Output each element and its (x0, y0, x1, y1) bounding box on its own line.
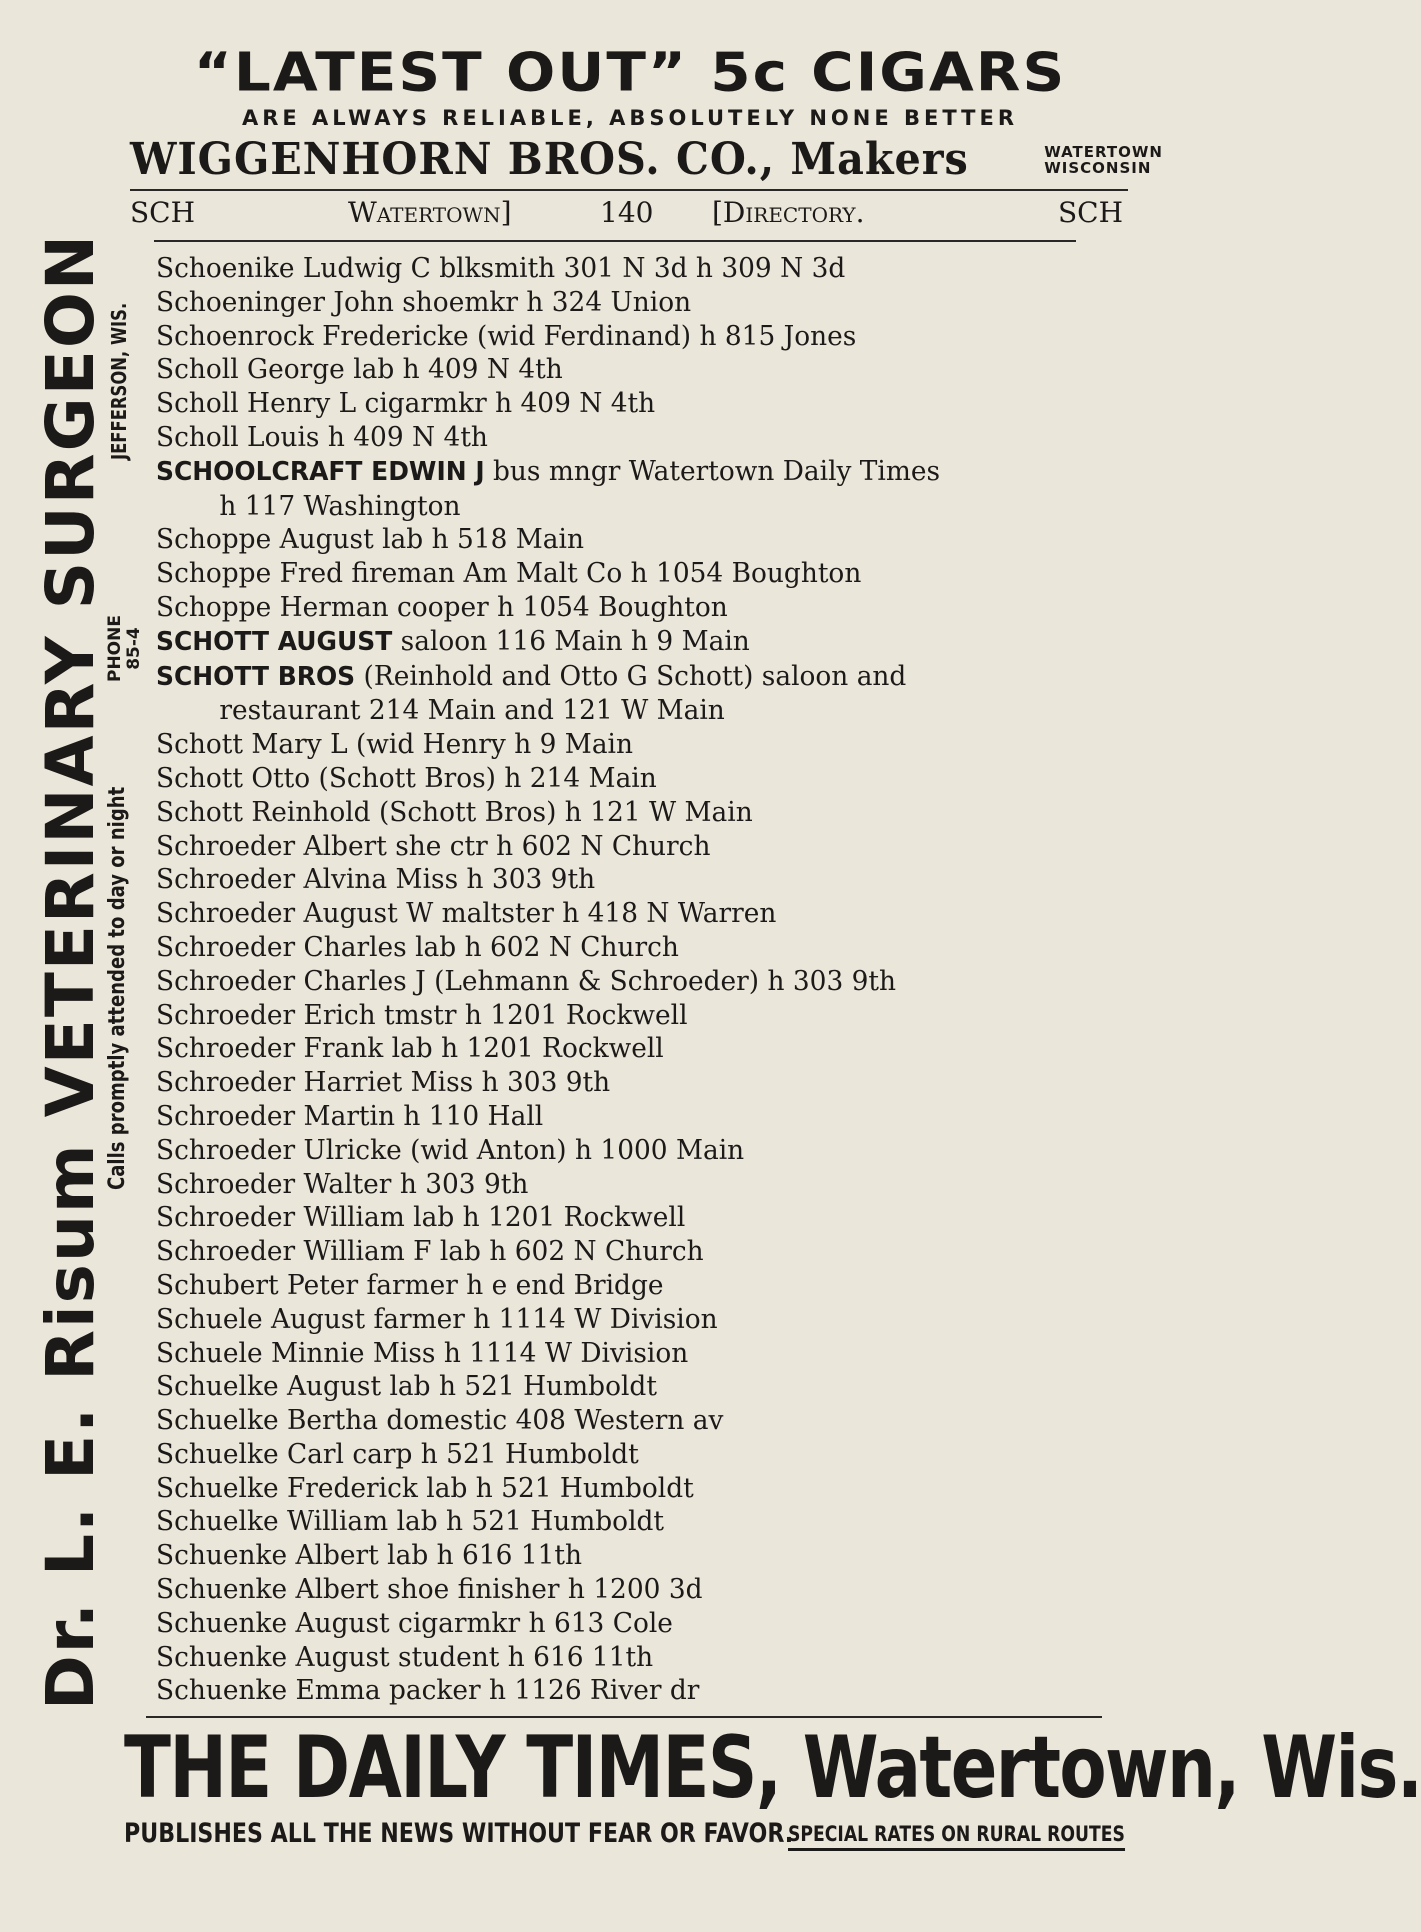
directory-entry (156, 965, 1078, 999)
entry-text: Schroeder William F lab h 602 N Church (156, 1235, 704, 1268)
entry-text: Schuele Minnie Miss h 1114 W Division (156, 1336, 689, 1369)
directory-entry (156, 1100, 1078, 1134)
directory-entry (156, 591, 1078, 625)
directory-entry (156, 1438, 1078, 1472)
directory-entry (156, 796, 1078, 830)
entry-text: Schoppe August lab h 518 Main (156, 523, 584, 556)
page-number: 140 (600, 196, 654, 229)
directory-entry (156, 1472, 1078, 1506)
entry-text: Schuelke Bertha domestic 408 Western av (156, 1404, 724, 1437)
ad-makers: WIGGENHORN BROS. CO., Makers (130, 134, 969, 185)
entry-text: Schuelke William lab h 521 Humboldt (156, 1505, 665, 1538)
directory-entry (156, 421, 1078, 455)
directory-entry (156, 1235, 1078, 1269)
directory-entry-continuation (156, 694, 1078, 728)
directory-entry (156, 863, 1078, 897)
header-top-rule (130, 189, 1128, 191)
directory-entry (156, 286, 1078, 320)
entry-bold-name: SCHOTT AUGUST (156, 626, 393, 657)
entry-text: Schroeder Frank lab h 1201 Rockwell (156, 1032, 664, 1065)
entry-text: Schuenke Albert lab h 616 11th (156, 1539, 583, 1572)
directory-entry (156, 728, 1078, 762)
header-title: [Directory. (712, 196, 865, 229)
entry-text: Schroeder Walter h 303 9th (156, 1167, 529, 1200)
entry-text: Schroeder Harriet Miss h 303 9th (156, 1066, 611, 1099)
newspaper-slogan: PUBLISHES ALL THE NEWS WITHOUT FEAR OR FAVOR. (124, 1818, 794, 1849)
entry-text: Schuelke Carl carp h 521 Humboldt (156, 1437, 639, 1470)
entry-text: Schoenrock Fredericke (wid Ferdinand) h 815 Jones (156, 319, 857, 352)
directory-entry (156, 387, 1078, 421)
newspaper-rates: SPECIAL RATES ON RURAL ROUTES (788, 1822, 1125, 1851)
directory-entry (156, 252, 1078, 286)
newspaper-headline: THE DAILY TIMES, Watertown, Wis. (124, 1718, 1421, 1818)
directory-entry (156, 830, 1078, 864)
directory-entry (156, 1134, 1078, 1168)
directory-entry (156, 762, 1078, 796)
ad-location-city: WATERTOWN (1044, 142, 1163, 161)
directory-entry (156, 1269, 1078, 1303)
entry-text: Schroeder Martin h 110 Hall (156, 1099, 544, 1132)
entry-text: Schroeder Alvina Miss h 303 9th (156, 863, 596, 896)
directory-entry (156, 931, 1078, 965)
phone-number: 85-4 (124, 627, 144, 670)
side-ad-phone (106, 615, 144, 682)
directory-entries (156, 252, 1116, 1708)
entry-text: Schuenke Albert shoe finisher h 1200 3d (156, 1573, 703, 1606)
entry-text: Schroeder Ulricke (wid Anton) h 1000 Main (156, 1133, 745, 1166)
directory-entry (156, 1370, 1078, 1404)
directory-entry (156, 557, 1078, 591)
directory-entry (156, 625, 1078, 660)
phone-label: PHONE (105, 615, 125, 682)
directory-entry (156, 1607, 1078, 1641)
newspaper-advertisement (124, 1718, 1421, 1858)
entry-text: Schroeder Charles J (Lehmann & Schroeder) h 303 9th (156, 964, 897, 997)
entry-text: Schuelke August lab h 521 Humboldt (156, 1370, 657, 1403)
entry-bold-name: SCHOTT BROS (156, 661, 356, 692)
ad-location-state: WISCONSIN (1044, 158, 1152, 177)
entry-text: Schuenke August student h 616 11th (156, 1640, 654, 1673)
side-ad-location: JEFFERSON, WIS. (107, 302, 131, 460)
directory-entry (156, 1539, 1078, 1573)
veterinary-advertisement (32, 232, 154, 1710)
directory-entry (156, 1303, 1078, 1337)
side-ad-main: Dr. L. E. Risum VETERINARY SURGEON (32, 232, 109, 1710)
directory-entry (156, 1032, 1078, 1066)
entry-text: Scholl Louis h 409 N 4th (156, 420, 488, 453)
directory-entry (156, 1641, 1078, 1675)
entry-bold-name: SCHOOLCRAFT EDWIN J (156, 456, 485, 487)
header-bottom-rule (154, 240, 1076, 242)
directory-entry (156, 1573, 1078, 1607)
entry-text: Schroeder Albert she ctr h 602 N Church (156, 829, 711, 862)
entry-text: Scholl Henry L cigarmkr h 409 N 4th (156, 387, 656, 420)
directory-entry (156, 455, 1078, 490)
entry-text: (Reinhold and Otto G Schott) saloon and (355, 659, 907, 692)
entry-text: Schuelke Frederick lab h 521 Humboldt (156, 1471, 694, 1504)
directory-entry (156, 1674, 1078, 1708)
directory-entry (156, 660, 1078, 695)
entry-text: Schoeninger John shoemkr h 324 Union (156, 285, 692, 318)
entry-text: Schuenke Emma packer h 1126 River dr (156, 1674, 700, 1707)
entry-text: Schott Reinhold (Schott Bros) h 121 W Main (156, 795, 753, 828)
ad-headline: “LATEST OUT” 5c CIGARS (193, 40, 1067, 104)
entry-text: bus mngr Watertown Daily Times (484, 454, 941, 487)
directory-entry (156, 1337, 1078, 1371)
running-header (130, 196, 1130, 236)
left-guide-word: SCH (130, 196, 196, 229)
entry-text: Schott Otto (Schott Bros) h 214 Main (156, 761, 657, 794)
cigar-advertisement (130, 40, 1163, 185)
entry-text: Schroeder William lab h 1201 Rockwell (156, 1201, 686, 1234)
entry-text: h 117 Washington (219, 489, 461, 522)
directory-entry (156, 1505, 1078, 1539)
entry-text: Schoenike Ludwig C blksmith 301 N 3d h 309 N 3d (156, 252, 846, 284)
directory-entry (156, 999, 1078, 1033)
entry-text: Schoppe Fred fireman Am Malt Co h 1054 Boughton (156, 557, 862, 590)
ad-makers-line (130, 134, 1163, 185)
directory-entry-continuation (156, 490, 1078, 524)
directory-entry (156, 1066, 1078, 1100)
directory-entry (156, 897, 1078, 931)
entry-text: Schuenke August cigarmkr h 613 Cole (156, 1606, 673, 1639)
ad-tagline: ARE ALWAYS RELIABLE, ABSOLUTELY NONE BETTER (241, 106, 1019, 130)
entry-text: Scholl George lab h 409 N 4th (156, 353, 563, 386)
entry-text: Schroeder August W maltster h 418 N Warren (156, 897, 777, 930)
entry-text: saloon 116 Main h 9 Main (392, 624, 750, 657)
right-guide-word: SCH (1058, 196, 1124, 229)
directory-entry (156, 320, 1078, 354)
header-city: Watertown] (348, 196, 512, 229)
newspaper-subline (124, 1818, 1124, 1858)
entry-text: Schroeder Charles lab h 602 N Church (156, 930, 679, 963)
directory-entry (156, 1168, 1078, 1202)
directory-entry (156, 1404, 1078, 1438)
entry-text: Schott Mary L (wid Henry h 9 Main (156, 728, 634, 761)
entry-text: Schuele August farmer h 1114 W Division (156, 1302, 718, 1335)
ad-location (1044, 144, 1163, 176)
entry-text: Schubert Peter farmer h e end Bridge (156, 1268, 664, 1301)
directory-entry (156, 1201, 1078, 1235)
entry-text: Schoppe Herman cooper h 1054 Boughton (156, 590, 728, 623)
entry-text: Schroeder Erich tmstr h 1201 Rockwell (156, 998, 688, 1031)
directory-entry (156, 353, 1078, 387)
directory-entry (156, 523, 1078, 557)
side-ad-calls: Calls promptly attended to day or night (105, 786, 130, 1190)
entry-text: restaurant 214 Main and 121 W Main (219, 694, 725, 727)
